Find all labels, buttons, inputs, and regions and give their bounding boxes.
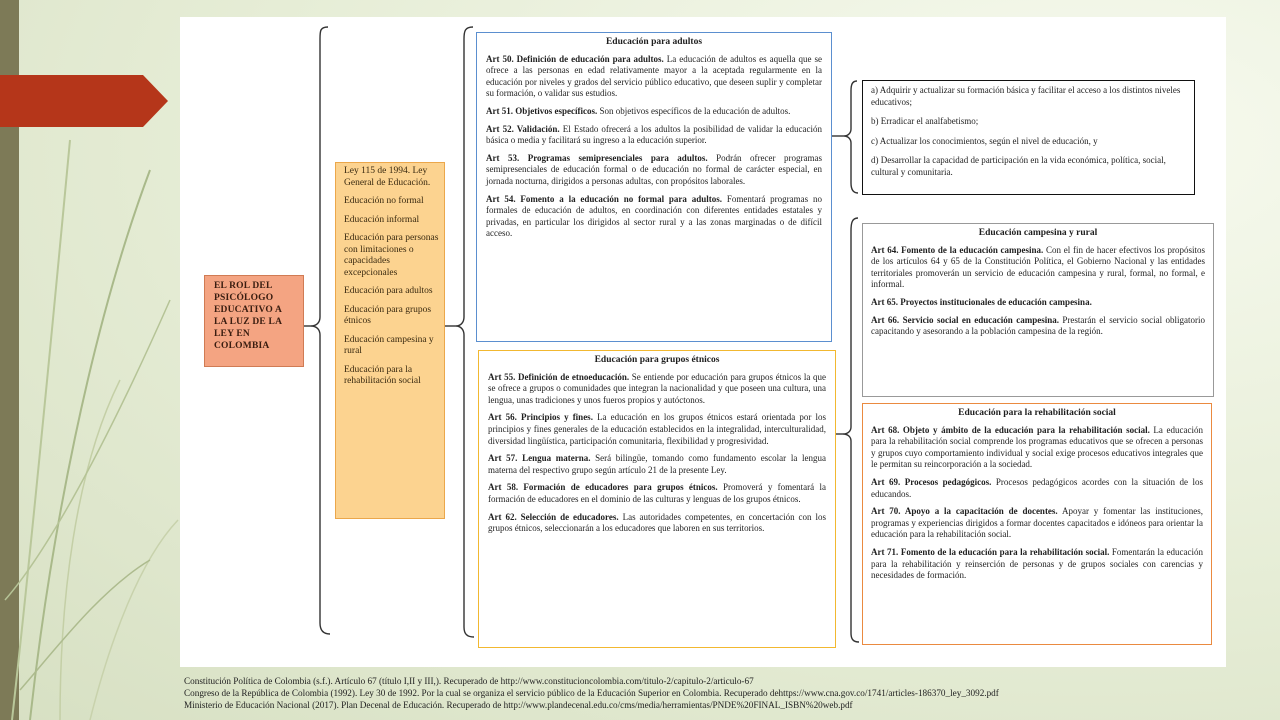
law-category-item: Educación campesina y rural: [344, 334, 434, 356]
article-heading: Art 53. Programas semipresenciales para adultos.: [486, 152, 708, 163]
adult-education-title: Educación para adultos: [605, 37, 703, 47]
article-paragraph: [488, 372, 826, 407]
law-categories-list: [335, 162, 445, 519]
rural-education-title: Educación campesina y rural: [978, 228, 1098, 238]
article-paragraph: [486, 106, 822, 118]
article-heading: Art 50. Definición de educación para adultos.: [486, 53, 664, 64]
article-paragraph: [871, 245, 1205, 291]
title-arrow-shape: [0, 75, 168, 127]
social-rehabilitation-box: [862, 403, 1212, 645]
article-paragraph: [486, 124, 822, 147]
article-body: Procesos pedagógicos acordes con la situación de los educandos.: [871, 476, 1203, 499]
law-category-item: Educación para personas con limitaciones o capacidades excepcionales: [344, 233, 439, 278]
references-section: [184, 675, 1274, 711]
article-body: Prestarán el servicio social obligatorio capacitando y asesorando a la población campesina de la región.: [871, 314, 1205, 337]
article-body: Fomentará programas no formales de educación de adultos, en coordinación con diferentes entidades estatales y privadas, en particular los dirigidos al sector rural y a las zonas marginadas o de difícil acceso.: [486, 193, 822, 239]
article-body: Será bilingüe, tomando como fundamento escolar la lengua materna del respectivo grupo según artículo 21 de la presente Ley.: [488, 453, 826, 475]
article-paragraph: [486, 54, 822, 100]
article-paragraph: [871, 297, 1205, 309]
article-body: El Estado ofrecerá a los adultos la posibilidad de validar la educación básica o media y facilitará su ingreso a la educación superior.: [486, 123, 822, 146]
law-category-item: Educación informal: [344, 214, 420, 225]
article-paragraph: [871, 477, 1203, 500]
article-paragraph: [488, 482, 826, 505]
article-paragraph: [488, 412, 826, 447]
article-paragraph: [486, 194, 822, 240]
article-heading: Art 62. Selección de educadores.: [488, 511, 619, 522]
article-body: Apoyar y fomentar las instituciones, programas y experiencias dirigidos a formar docentes capacitados e idóneos para orientar la educación para la rehabilitación social.: [871, 506, 1203, 540]
objective-item: b) Erradicar el analfabetismo;: [871, 116, 979, 127]
article-body: La educación para la rehabilitación social comprende los programas educativos que se ofrecen a personas y grupos cuyo comportamiento individual y social exige procesos educativos integrales que le permitan su reincorporación a la sociedad.: [871, 424, 1203, 470]
article-paragraph: [488, 512, 826, 535]
article-paragraph: [486, 153, 822, 188]
law-category-item: Educación para grupos étnicos: [344, 304, 432, 326]
article-paragraph: [871, 506, 1203, 541]
article-body: Con el fin de hacer efectivos los propósitos de los artículos 64 y 65 de la Constitución Política, el Gobierno Nacional y las entidades territoriales promoverán un servicio de educación campesina y rural, formal, no formal, e informal.: [871, 244, 1205, 290]
objective-item: c) Actualizar los conocimientos, según el nivel de educación, y: [871, 135, 1098, 146]
article-heading: Art 51. Objetivos específicos.: [486, 105, 598, 116]
law-category-item: Educación para la rehabilitación social: [344, 364, 421, 386]
article-body: Las autoridades competentes, en concertación con los grupos étnicos, seleccionarán a los educadores que laboren en sus territorios.: [488, 511, 826, 534]
article-heading: Art 55. Definición de etnoeducación.: [488, 371, 630, 382]
article-paragraph: [871, 547, 1203, 582]
ethnic-education-title: Educación para grupos étnicos: [594, 355, 720, 365]
article-heading: Art 57. Lengua materna.: [488, 453, 591, 464]
article-heading: Art 65. Proyectos institucionales de educación campesina.: [871, 296, 1092, 307]
reference-item: Constitución Política de Colombia (s.f.). Artículo 67 (título I,II y III,). Recuperado de http://www.constitucioncolombia.com/titulo-2/capitulo-2/articulo-67: [184, 676, 754, 686]
root-node-title: EL ROL DEL PSICÓLOGO EDUCATIVO A LA LUZ DE LA LEY EN COLOMBIA: [204, 275, 304, 367]
adult-education-box: [476, 32, 832, 342]
article-heading: Art 58. Formación de educadores para grupos étnicos.: [488, 482, 718, 493]
article-heading: Art 56. Principios y fines.: [488, 412, 593, 423]
article-body: La educación en los grupos étnicos estará orientada por los principios y fines generales de la educación establecidos en la integralidad, interculturalidad, diversidad lingüística, participación comunitaria, flexibilidad y progresividad.: [488, 412, 826, 446]
reference-item: Ministerio de Educación Nacional (2017). Plan Decenal de Educación. Recuperado de http://www.plandecenal.edu.co/cms/media/herramientas/PNDE%20FINAL_ISBN%20web.pdf: [184, 700, 853, 710]
article-paragraph: [488, 453, 826, 476]
article-paragraph: [871, 315, 1205, 338]
law-category-item: Educación no formal: [344, 196, 424, 206]
article-heading: Art 64. Fomento de la educación campesina.: [871, 244, 1044, 255]
rural-education-box: [862, 223, 1214, 397]
article-paragraph: [871, 425, 1203, 471]
article-body: Se entiende por educación para grupos étnicos la que se ofrece a grupos o comunidades que integran la nacionalidad y que poseen una cultura, una lengua, unas tradiciones y unos fueros propios y autóctonos.: [488, 371, 826, 405]
adult-objectives-box: [862, 80, 1195, 195]
ethnic-education-box: [478, 350, 836, 648]
law-category-item: Ley 115 de 1994. Ley General de Educación.: [344, 166, 431, 188]
article-heading: Art 68. Objeto y ámbito de la educación para la rehabilitación social.: [871, 424, 1150, 435]
social-rehabilitation-title: Educación para la rehabilitación social: [958, 408, 1116, 418]
concept-map-panel: [180, 17, 1226, 667]
article-body: Podrán ofrecer programas semipresenciales de educación formal o de educación no formal de carácter especial, en jornada nocturna, dirigidos a personas adultas, con propósitos laborales.: [486, 152, 822, 186]
article-heading: Art 71. Fomento de la educación para la rehabilitación social.: [871, 546, 1110, 557]
reference-item: Congreso de la República de Colombia (1992). Ley 30 de 1992. Por la cual se organiza el servicio público de la Educación Superior en Colombia. Recuperado dehttps://www.cna.gov.co/1741/articles-186370_ley_3092.pdf: [184, 688, 999, 698]
article-heading: Art 70. Apoyo a la capacitación de docentes.: [871, 506, 1058, 517]
article-body: Son objetivos específicos de la educación de adultos.: [597, 105, 791, 116]
objective-item: a) Adquirir y actualizar su formación básica y facilitar el acceso a los distintos niveles educativos;: [871, 85, 1181, 107]
objective-item: d) Desarrollar la capacidad de participación en la vida económica, política, social, cultural y comunitaria.: [871, 155, 1166, 177]
article-heading: Art 54. Fomento a la educación no formal para adultos.: [486, 193, 723, 204]
article-body: La educación de adultos es aquella que se ofrece a las personas en edad relativamente mayor a la aceptada regularmente en la educación por niveles y grados del servicio público educativo, que deseen suplir y completar su formación, o validar sus estudios.: [486, 53, 822, 99]
article-heading: Art 69. Procesos pedagógicos.: [871, 476, 992, 487]
article-heading: Art 66. Servicio social en educación campesina.: [871, 314, 1059, 325]
law-category-item: Educación para adultos: [344, 286, 433, 296]
article-body: Promoverá y fomentará la formación de educadores en el dominio de las culturas y lenguas de los grupos étnicos.: [488, 482, 826, 504]
article-heading: Art 52. Validación.: [486, 123, 560, 134]
article-body: Fomentarán la educación para la rehabilitación y reinserción de personas y de grupos sociales con carencias y necesidades de formación.: [871, 546, 1203, 581]
